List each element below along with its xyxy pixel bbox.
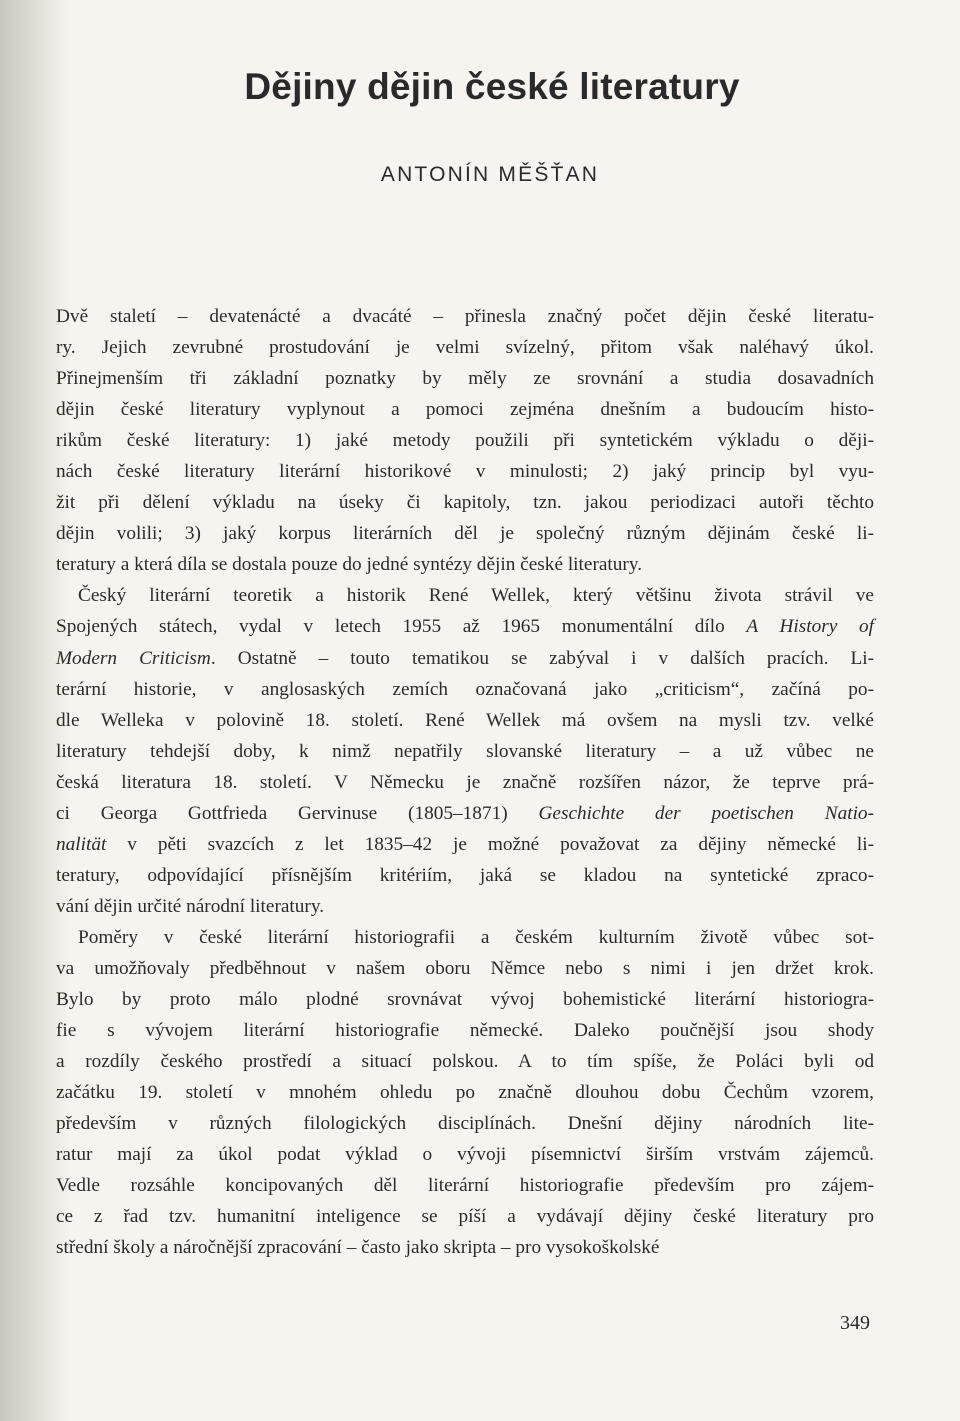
text-line: dle Welleka v polovině 18. století. René Wellek má ovšem na mysli tzv. velké: [56, 709, 874, 731]
text-line: literatury tehdejší doby, k nimž nepatřily slovanské literatury – a už vůbec ne: [56, 740, 874, 762]
text-line: Bylo by proto málo plodné srovnávat vývoj bohemistické literární historiogra-: [56, 989, 874, 1011]
text-line: střední školy a náročnější zpracování – často jako skripta – pro vysokoškolské: [56, 1237, 660, 1259]
text-line: začátku 19. století v mnohém ohledu po značně dlouhou dobu Čechům vzorem,: [56, 1082, 874, 1104]
text-line: ratur mají za úkol podat výklad o vývoji písemnictví širším vrstvám zájemců.: [56, 1144, 874, 1166]
article-body: [56, 301, 874, 1263]
text-line: Dvě staletí – devatenácté a dvacáté – přinesla značný počet dějin české literatu-: [56, 306, 874, 327]
text-line: nách české literatury literární historikové v minulosti; 2) jaký princip byl vyu-: [56, 461, 874, 483]
text-line: ry. Jejich zevrubné prostudování je velmi svízelný, přitom však naléhavý úkol.: [56, 337, 874, 359]
text-line: terární historie, v anglosaských zemích označovaná jako „criticism“, začíná po-: [56, 678, 874, 700]
paragraph: [56, 922, 874, 1264]
paragraph: [56, 301, 874, 580]
text-line: vání dějin určité národní literatury.: [56, 895, 325, 917]
text-line: Poměry v české literární historiografii a českém kulturním životě vůbec sot-: [78, 926, 874, 948]
text-line: žit při dělení výkladu na úseky či kapitoly, tzn. jakou periodizaci autoři těchto: [56, 492, 874, 514]
article-title: Dějiny dějin české literatury: [244, 66, 740, 107]
text-line: nalität v pěti svazcích z let 1835–42 je možné považovat za dějiny německé li-: [56, 833, 874, 855]
text-line: va umožňovaly předběhnout v našem oboru Němce nebo s nimi i jen držet krok.: [56, 957, 874, 979]
article-author: ANTONÍN MĚŠŤAN: [380, 163, 600, 186]
text-line: Přinejmenším tři základní poznatky by měly ze srovnání a studia dosavadních: [56, 368, 874, 390]
text-line: dějin české literatury vyplynout a pomoci zejména dnešním a budoucím histo-: [56, 399, 874, 421]
text-line: především v různých filologických disciplínách. Dnešní dějiny národních lite-: [56, 1113, 874, 1135]
text-line: ce z řad tzv. humanitní inteligence se píší a vydávají dějiny české literatury pro: [56, 1206, 874, 1228]
text-line: a rozdíly českého prostředí a situací polskou. A to tím spíše, že Poláci byli od: [56, 1051, 874, 1073]
text-line: Spojených státech, vydal v letech 1955 až 1965 monumentální dílo A History of: [56, 616, 874, 638]
text-line: česká literatura 18. století. V Německu je značně rozšířen názor, že teprve prá-: [56, 771, 874, 793]
text-line: Vedle rozsáhle koncipovaných děl literární historiografie především pro zájem-: [56, 1175, 874, 1197]
text-line: ci Georga Gottfrieda Gervinuse (1805–1871) Geschichte der poetischen Natio-: [56, 802, 874, 824]
text-line: fie s vývojem literární historiografie německé. Daleko poučnější jsou shody: [56, 1020, 874, 1042]
text-line: teratury, odpovídající přísnějším kritériím, jaká se kladou na syntetické zpraco-: [56, 864, 874, 886]
text-line: rikům české literatury: 1) jaké metody použili při syntetickém výkladu o ději-: [56, 430, 874, 452]
text-line: Modern Criticism. Ostatně – touto tematikou se zabýval i v dalších pracích. Li-: [56, 647, 874, 669]
paragraph: [56, 580, 874, 922]
text-line: Český literární teoretik a historik René Wellek, který většinu života strávil ve: [78, 585, 874, 607]
text-line: teratury a která díla se dostala pouze do jedné syntézy dějin české literatury.: [56, 554, 643, 576]
page-number: 349: [840, 1312, 870, 1334]
text-line: dějin volili; 3) jaký korpus literárních děl je společný různým dějinám české li-: [56, 523, 874, 545]
